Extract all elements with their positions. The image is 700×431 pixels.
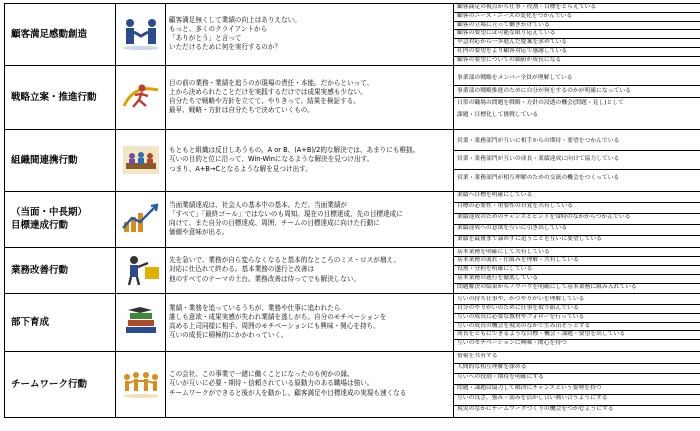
desc-line: 当面業績達成は、社会人の基本中の基本。ただ、当面業績が [169,200,348,209]
row-icon-cell [116,4,166,66]
list-item: 業績達成への意欲を互いに引き出している [454,225,700,236]
desc-line: 自分たちで戦略や方針を立てて、やりきって、結果を検証する。 [169,97,360,106]
row-title-cell [5,65,116,129]
desc-line: つまり、A+B→Cとなるような解を見つけ出す。 [169,164,312,173]
list-item: 顧客の要望についての価値が成長になる [457,56,562,63]
list-item: 基本業務の流れ・仕組みを理解・共有している [454,257,700,266]
row-title: （当面・中長期） 目標達成行動 [11,207,88,232]
desc-line: 向けて、また自分の目標達成、周囲、チームの目標達成に向けた行動に [169,219,380,228]
desc-line: もともと組織は反目しあうもの。A or B、(A+B)/2的な解決では、あまりにも稚拙。 [169,146,420,155]
row-icon-cell [116,129,166,191]
row-icon-cell [116,247,166,293]
list-item: 社内の要望をより顧客対応で感謝している [454,48,700,57]
desc-line: 業績・業務を追っているうちが、業務や仕事に追われたら [169,303,341,312]
row-icon-cell [116,351,166,417]
list-item: 互いの成長の機会を現実のなかで生み出そうとする [454,323,700,332]
list-item: 顧客のニーズ・ニーズの変化をつかんでいる [454,13,700,22]
desc-line: 最早、戦略・方針は自分たちで決めていくもの。 [169,106,314,115]
list-item: 目標の必要性・重要性の自覚を共有している [454,203,700,214]
row-title-cell [5,129,116,191]
list-item: 事業部の戦略推進のために自分が何をするのかが明確になっている [454,86,700,99]
row-desc-cell [166,247,454,293]
list-item: 営業・業務部門が互いに相手からの期待・要望をつかんでいる [454,133,700,152]
list-item: 基本業務を明確にして共有している [454,249,700,258]
list-item: 業績を最後まで諦めずに追うことを互いに要望している [457,236,602,243]
list-item: 早急対応から一歩進んだ提案を求めている [454,39,700,48]
list-item: 互いへの役割・期待を明確にする [454,374,700,385]
row-title-cell [5,4,116,66]
row-title-cell [5,293,116,351]
desc-line: 誰しも意欲・成果実感が失われ業績を逃しがち。自分のモチベーションを [169,312,387,321]
desc-line: 対応に仕込れて終わる。基本業務の遂行と改善は [169,265,315,274]
row-items-cell [454,247,700,293]
desc-line: 価値や意味が出る。 [169,228,229,237]
row-items-cell [454,351,700,417]
worker-icon [120,253,162,287]
team-icon [120,367,162,401]
runner-icon [120,80,162,114]
row-icon-cell [116,191,166,247]
desc-line: 互いが互いに必要・期待・信頼されている原動力のある職場は強い。 [169,379,374,388]
row-title: チームワーク行動 [11,378,88,390]
handshake-icon [120,17,162,51]
table-row [5,191,700,247]
action-table [4,3,700,418]
row-items-cell [454,4,700,66]
row-title: 顧客満足感動創造 [11,28,88,40]
desc-line: 互いの目的と位に沿って、Win-Winになるような解決を見つけ出す。 [169,155,374,164]
list-item: 営業・業務部門が相互理解のための交流の機会をつくっている [457,174,620,181]
desc-line: いただけるために何を実行するのか？ [169,43,282,52]
desc-line: 顧客満足無くして業績の向上はありえない。 [169,15,301,24]
row-items-cell [454,65,700,129]
desc-line: 「すべて」「最終ゴール」ではないのも周知。現在の目標達成、先の目標達成に [169,209,403,218]
row-items-cell [454,129,700,191]
list-item: 互いの成長に必要な教材やフォローを行っている [454,314,700,323]
list-item: 問題解決の結果からノウハウを明確にして基本業務に組み入れている [457,283,637,290]
row-desc-cell [166,191,454,247]
row-title-cell [5,247,116,293]
row-title-cell [5,191,116,247]
list-item: 顧客満足の視点から仕事・役割・目標をとらえている [454,4,700,13]
row-desc-cell [166,293,454,351]
list-item: 問題・課題は協力して解決にチャンスという姿勢を持つ [454,385,700,396]
list-item: 顧客の要望には可能な限り応えている [454,30,700,39]
list-item: 日常の職場の問題を戦略・方針の浸透の機会(問題・見し)として [457,100,624,107]
desc-line: もっと、多くのクライアントから [169,25,268,34]
table-row [5,4,700,66]
row-title: 部下育成 [11,316,50,328]
list-item: 役割・分担を明確にしている [454,266,700,275]
table-row [5,351,700,417]
table-row [5,247,700,293]
row-title: 戦略立案・推進行動 [11,91,97,103]
list-item: 自分のやりがいのために仕事を取り組んでいる [454,305,700,314]
desc-line: 先を急いで、業務が自ら変らなくなると基本的なところのミス・ロスが増え、 [169,256,401,265]
desc-line: 他のすべてのテーマの土台。業務改善は待ってでも解決しない。 [169,274,361,283]
desc-line: この会社、この事業で一緒に働くことになったのも何かの縁。 [169,370,354,379]
row-desc-cell [166,129,454,191]
list-item: 成長をともにできるような目標・機会・課題・要望を出している [454,331,700,340]
list-item: 人間的な相互理解を深める [454,364,700,375]
list-item: 互いの良さ、強み・弱みを活かし合い補い合うようにする [454,395,700,406]
row-title: 組織間連携行動 [11,154,78,166]
table-row [5,293,700,351]
list-item: 業績達成のためのチャンスとヒントを常時のなかからつかんでいる [454,214,700,225]
row-items-cell [454,191,700,247]
growth-chart-icon [120,202,162,236]
row-title-cell [5,351,116,417]
desc-line: 「ありがとう」と言って [169,34,242,43]
table-row [5,129,700,191]
desc-line: 高める上司同様に相手、周囲のモチベーションにも興味・関心を持ち、 [169,322,380,331]
list-item: 業績へ目標を明確にしている [454,192,700,203]
row-desc-cell [166,4,454,66]
desc-line: 目の前の業務・業績を追うのが現場の責任・本能。だからといって、 [169,78,374,87]
list-item: 事業部の戦略をメンバー全員が理解している [454,73,700,86]
desc-line: 上から決められたことだけを実践するだけでは成果実感も少ない。 [169,87,367,96]
list-item: 現実のなかにチームワークづくりの機会をつかむようにする [457,405,614,412]
row-desc-cell [166,65,454,129]
row-desc-cell [166,351,454,417]
row-icon-cell [116,293,166,351]
list-item: 互いのモチベーションに興味・関心を持つ [457,340,567,347]
desc-line: チームワークができると後が人を動かし、顧客満足や目標達成の実現も速くなる [169,388,407,397]
row-items-cell [454,293,700,351]
desc-line: 互いの成長に積極的にかかわっていく。 [169,331,288,340]
row-title: 業務改善行動 [11,264,69,276]
list-item: 互いの持ち仕事や、かつやりがいを理解している [454,296,700,305]
row-icon-cell [116,65,166,129]
list-item: 課題・目標化して挑戦している [457,111,539,118]
list-item: 情報を共有する [454,353,700,364]
table-row [5,65,700,129]
list-item: 基本業務の遂行を徹底している [454,275,700,284]
list-item: 顧客の立場に立って働きかけている [454,22,700,31]
list-item: 営業・業務部門が互いの成長・業績達成に向けて協力している [454,151,700,170]
books-icon [120,305,162,339]
meeting-icon [120,143,162,177]
